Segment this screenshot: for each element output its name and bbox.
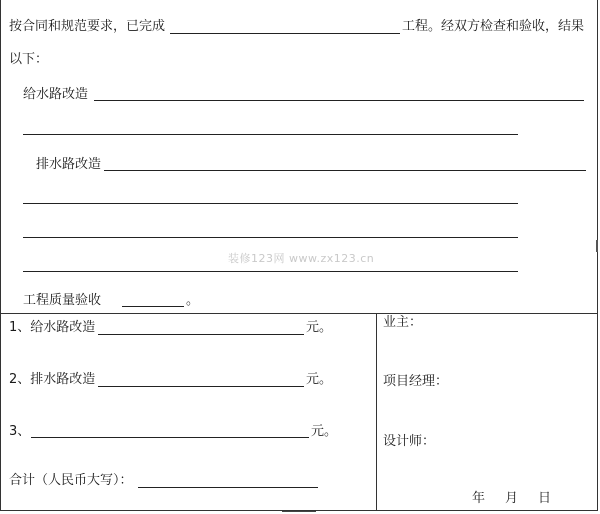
drainage-blank[interactable]	[104, 170, 586, 171]
drainage-blank-4[interactable]	[23, 271, 518, 272]
water-supply-blank-2[interactable]	[23, 134, 518, 135]
owner-label: 业主：	[383, 315, 423, 330]
item3-amount-blank[interactable]	[31, 437, 309, 438]
column-divider	[376, 313, 377, 511]
intro-text-start: 按合同和规范要求，已完成	[9, 19, 166, 34]
project-manager-label: 项目经理：	[383, 374, 449, 389]
section-divider	[0, 313, 598, 314]
item3-unit: 元。	[311, 424, 338, 439]
item2-label: 2、排水路改造	[9, 372, 96, 387]
quality-period: 。	[186, 293, 200, 308]
item2-amount-blank[interactable]	[98, 386, 304, 387]
water-supply-blank[interactable]	[94, 100, 584, 101]
project-name-blank[interactable]	[170, 33, 400, 34]
drainage-blank-3[interactable]	[23, 237, 518, 238]
scan-edge-mark	[596, 240, 598, 252]
watermark: 装修123网 www.zx123.cn	[228, 252, 375, 265]
designer-label: 设计师：	[383, 434, 436, 449]
quality-blank[interactable]	[122, 306, 184, 307]
total-amount-blank[interactable]	[138, 487, 318, 488]
drainage-label: 排水路改造	[36, 157, 102, 172]
date-month: 月	[505, 491, 519, 506]
item1-unit: 元。	[306, 320, 333, 335]
page-edge-mark	[282, 511, 316, 512]
item1-amount-blank[interactable]	[98, 334, 304, 335]
date-day: 日	[538, 491, 552, 506]
water-supply-label: 给水路改造	[23, 87, 89, 102]
total-label: 合计（人民币大写）：	[9, 473, 133, 488]
date-year: 年	[472, 491, 486, 506]
intro-text-end: 工程。经双方检查和验收，结果	[402, 19, 585, 34]
item1-label: 1、给水路改造	[9, 320, 96, 335]
results-label: 以下：	[9, 52, 49, 67]
item3-label: 3、	[9, 424, 31, 439]
quality-label: 工程质量验收	[23, 293, 102, 308]
drainage-blank-2[interactable]	[23, 203, 518, 204]
item2-unit: 元。	[306, 372, 333, 387]
